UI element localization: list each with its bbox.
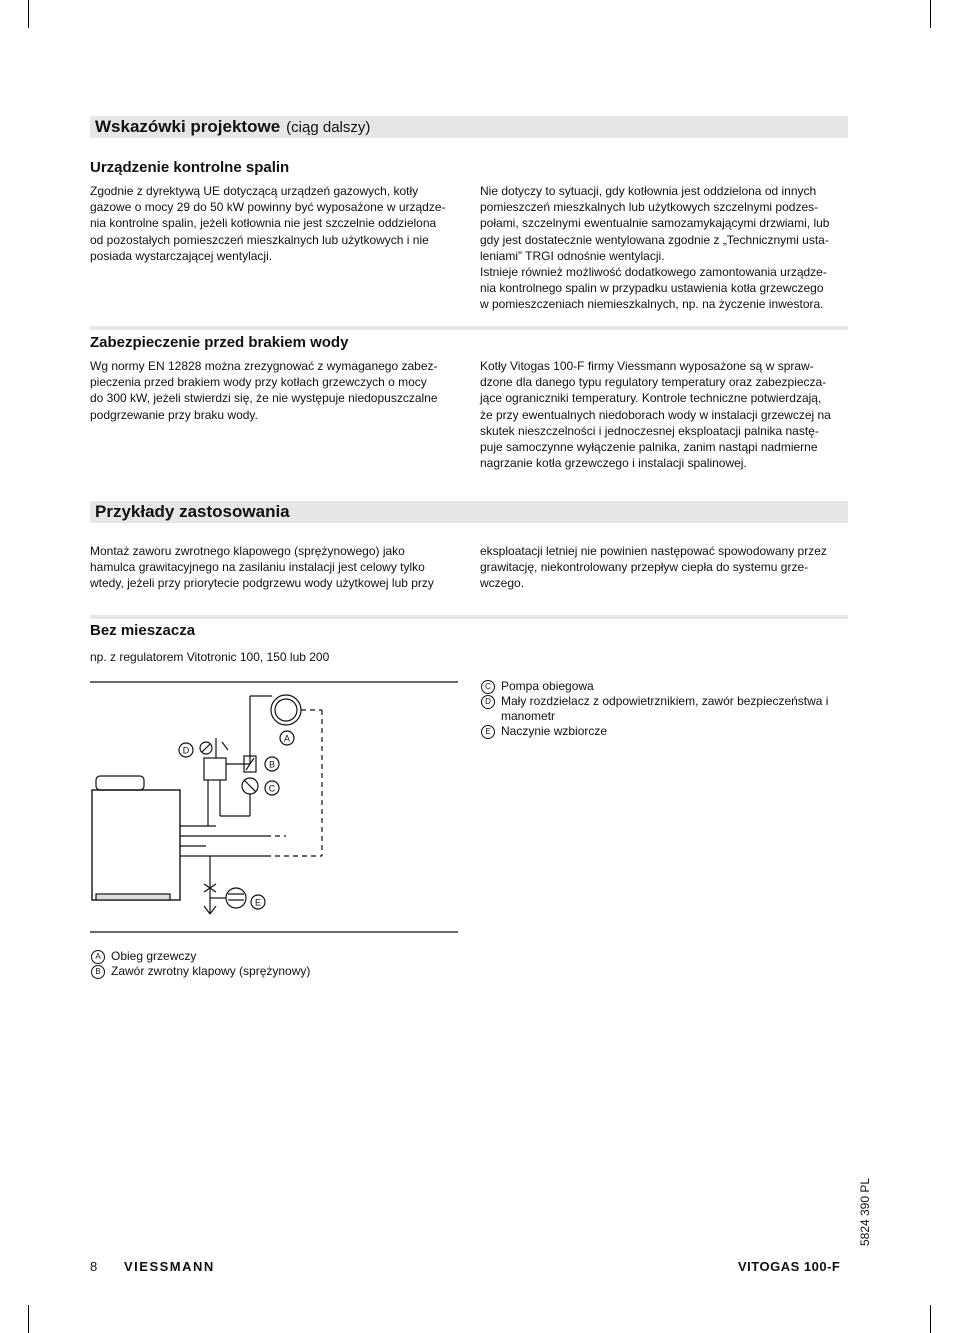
- section-text-left: Wg normy EN 12828 można zrezygnować z wymaganego zabez- pieczenia przed brakiem wody przy kotłach grzewczych o mocy do 300 kW, jeżeli stwierdzi się, że nie występuje niedopuszczalne podgrzewanie przy braku wody.: [90, 359, 438, 422]
- section-divider: [90, 326, 848, 330]
- section-text-right: Nie dotyczy to sytuacji, gdy kotłownia jest oddzielona od innych pomieszczeń mieszkalnych lub użytkowych szczelnymi podzes- połami, szczelnymi ewentualnie samozamykającymi drzwiami, lub gdy jest dostatecznie wentylowana zgodnie z „Technicznymi usta- leniami” TRGI odnośnie wentylacji. Istnieje również możliwość dodatkowego zamontowania urządze- nia kontrolnego spalin w przypadku ustawienia kotła grzewczego w pomieszczeniach niemieszkalnych, np. na życzenie inwestora.: [480, 184, 830, 312]
- legend-text: Mały rozdzielacz z odpowietrznikiem, zawór bezpieczeństwa i manometr: [501, 694, 829, 723]
- section-title-examples: Przykłady zastosowania: [95, 502, 290, 521]
- section-heading-low-water: Zabezpieczenie przed brakiem wody: [90, 334, 349, 351]
- legend-key: B: [91, 965, 105, 979]
- crop-mark: [28, 0, 29, 28]
- legend-right: [481, 679, 851, 739]
- heating-schematic: [86, 676, 466, 938]
- legend-key: A: [91, 950, 105, 964]
- section-subtitle: np. z regulatorem Vitotronic 100, 150 lub 200: [90, 650, 330, 664]
- legend-item-b: [91, 964, 461, 979]
- section-text-left: Montaż zaworu zwrotnego klapowego (sprężynowego) jako hamulca grawitacyjnego na zasilaniu instalacji jest celowy tylko wtedy, jeżeli przy priorytecie podgrzewu wody użytkowej lub przy: [90, 544, 434, 591]
- legend-text: Obieg grzewczy: [111, 949, 197, 963]
- page-subtitle: (ciąg dalszy): [286, 119, 371, 136]
- crop-mark: [930, 1305, 931, 1333]
- label-a: A: [283, 733, 291, 744]
- legend-key: E: [481, 725, 495, 739]
- legend-text: Naczynie wzbiorcze: [501, 724, 608, 738]
- section-heading-flue-monitor: Urządzenie kontrolne spalin: [90, 159, 290, 176]
- legend-text: Pompa obiegowa: [501, 679, 594, 693]
- product-name: VITOGAS 100-F: [738, 1259, 841, 1274]
- legend-item-d: [481, 694, 851, 724]
- document-number: 5824 390 PL: [858, 1177, 872, 1247]
- crop-mark: [930, 0, 931, 28]
- label-c: C: [268, 783, 276, 794]
- section-text-right: Kotły Vitogas 100-F firmy Viessmann wyposażone są w spraw- dzone dla danego typu regulatory temperatury oraz zabezpiecza- jące ograniczniki temperatury. Kontrole techniczne potwierdzają, że przy ewentualnych niedoborach wody w instalacji grzewczej na skutek nieszczelności i jednoczesnej eksploatacji palnika nastę- puje samoczynne wyłączenie palnika, zanim nastąpi nadmierne nagrzanie kotła grzewczego i instalacji spalinowej.: [480, 359, 831, 471]
- legend-item-c: [481, 679, 851, 694]
- legend-key: C: [481, 680, 495, 694]
- section-divider: [90, 615, 848, 619]
- page-title-text: Wskazówki projektowe: [95, 117, 281, 136]
- legend-key: D: [481, 695, 495, 709]
- section-text-left: Zgodnie z dyrektywą UE dotyczącą urządzeń gazowych, kotły gazowe o mocy 29 do 50 kW powinny być wyposażone w urządze- nia kontrolne spalin, jeżeli kotłownia nie jest szczelnie oddzielona od pozostałych pomieszczeń mieszkalnych lub użytkowych i nie posiada wystarczającej wentylacji.: [90, 184, 446, 263]
- section-text-right: eksploatacji letniej nie powinien następować spowodowany przez grawitację, niekontrolowany przepływ ciepła do systemu grze- wczego.: [480, 544, 827, 591]
- label-b: B: [268, 759, 276, 770]
- label-e: E: [254, 897, 262, 908]
- page-title: [95, 116, 370, 139]
- crop-mark: [28, 1305, 29, 1333]
- legend-item-e: [481, 724, 851, 739]
- legend-left: [91, 949, 461, 979]
- legend-text: Zawór zwrotny klapowy (sprężynowy): [111, 964, 311, 978]
- page-number: 8: [90, 1259, 98, 1274]
- brand-logo: VIESSMANN: [124, 1259, 215, 1274]
- section-heading-no-mixer: Bez mieszacza: [90, 622, 196, 639]
- label-d: D: [182, 745, 190, 756]
- legend-item-a: [91, 949, 461, 964]
